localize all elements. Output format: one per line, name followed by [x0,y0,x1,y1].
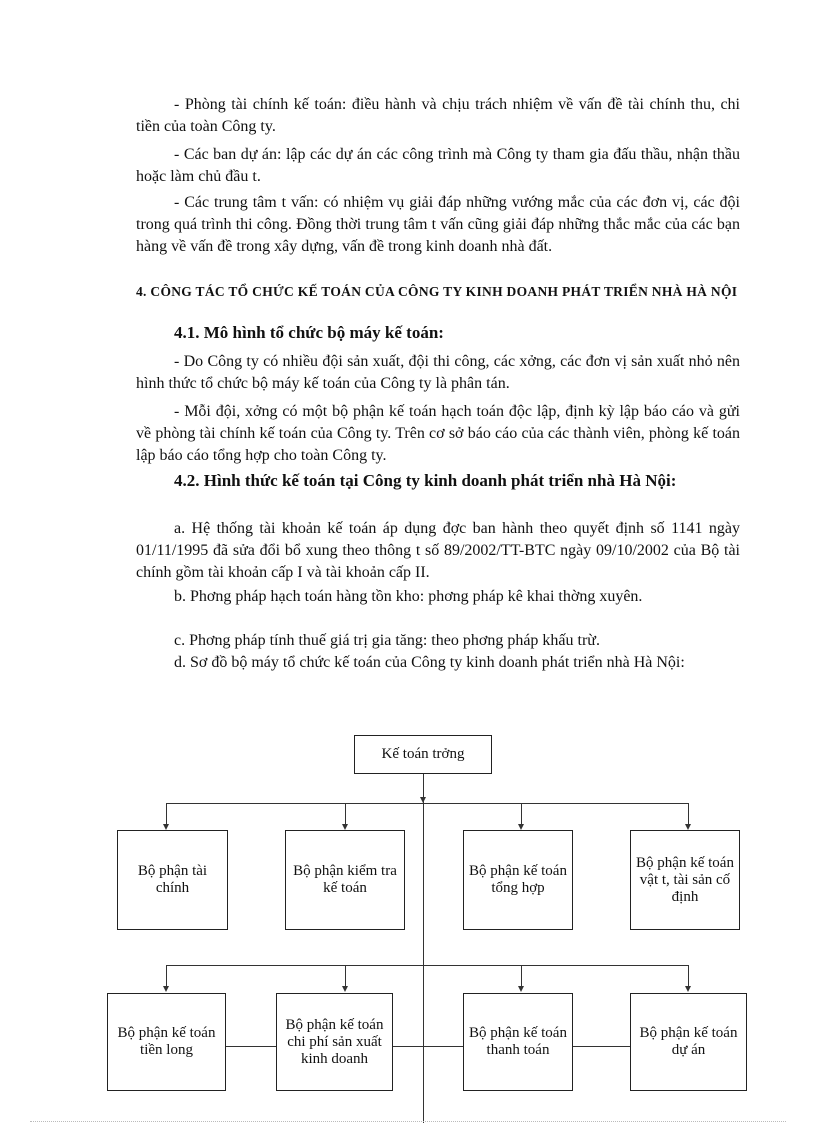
box-materials-assets-label: Bộ phận kế toán vật t, tài sản cố định [636,854,734,905]
box-projects-label: Bộ phận kế toán dự án [639,1025,738,1058]
connector-row1-drop-2 [345,803,346,825]
connector-row1-drop-1 [166,803,167,825]
arrow-row2-4 [685,986,691,992]
box-salary [107,993,226,1091]
arrow-row2-2 [342,986,348,992]
connector-row2-link-2 [393,1046,463,1047]
box-salary-label: Bộ phận kế toán tiền long [117,1025,216,1058]
box-payments [463,993,573,1091]
box-projects [630,993,747,1091]
connector-row2-drop-1 [166,965,167,987]
box-production-costs-label: Bộ phận kế toán chi phí sản xuất kinh doanh [285,1016,384,1067]
paragraph-consulting-centers: - Các trung tâm t vấn: có nhiệm vụ giải đáp những vướng mắc của các đơn vị, các đội trong quá trình thi công. Đồng thời trung tâm t vấn cũng giải đáp những thắc mắc của các bạn hàng về vấn đề trong xây dựng, vấn đề trong kinh doanh nhà đất. [136,194,740,255]
arrow-trunk-top [420,797,426,803]
paragraph-finance-dept: - Phòng tài chính kế toán: điều hành và chịu trách nhiệm về vấn đề tài chính thu, chi tiền của toàn Công ty. [136,96,740,135]
connector-row2-horizontal [166,965,689,966]
box-audit-label: Bộ phận kiểm tra kế toán [293,863,397,896]
paragraph-decentralized: - Do Công ty có nhiều đội sản xuất, đội thi công, các xởng, các đơn vị sản xuất nhỏ nên hình thức tổ chức bộ máy kế toán của Công ty là phân tán. [136,353,740,392]
box-finance [117,830,228,930]
box-finance-label: Bộ phận tài chính [137,863,208,896]
paragraph-team-accounting: - Mỗi đội, xởng có một bộ phận kế toán hạch toán độc lập, định kỳ lập báo cáo và gửi về phòng tài chính kế toán của Công ty. Trên cơ sở báo cáo của các thành viên, phòng kế toán lập báo cáo tổng hợp cho toàn Công ty. [136,403,740,464]
box-chief-accountant-label: Kế toán trởng [381,746,465,762]
connector-row2-link-1 [226,1046,276,1047]
connector-row1-drop-4 [688,803,689,825]
paragraph-item-a: a. Hệ thống tài khoản kế toán áp dụng đợc ban hành theo quyết định số 1141 ngày 01/11/1995 đã sửa đổi bổ xung theo thông t số 89/2002/TT-BTC ngày 09/10/2002 của Bộ tài chính gồm tài khoản cấp I và tài khoản cấp II. [136,520,740,581]
box-general-ledger-label: Bộ phận kế toán tổng hợp [469,863,567,896]
section-heading-4-2: 4.2. Hình thức kế toán tại Công ty kinh doanh phát triển nhà Hà Nội: [174,471,677,490]
connector-row2-drop-4 [688,965,689,987]
paragraph-item-d: d. Sơ đồ bộ máy tổ chức kế toán của Công ty kinh doanh phát triển nhà Hà Nội: [174,654,685,671]
connector-row2-link-3 [573,1046,630,1047]
box-materials-assets [630,830,740,930]
connector-trunk [423,774,424,1123]
section-heading-4: 4. CÔNG TÁC TỔ CHỨC KẾ TOÁN CỦA CÔNG TY KINH DOANH PHÁT TRIỂN NHÀ HÀ NỘI [136,284,738,299]
connector-row1-horizontal [166,803,689,804]
connector-row2-drop-2 [345,965,346,987]
box-audit [285,830,405,930]
box-production-costs [276,993,393,1091]
connector-row1-drop-3 [521,803,522,825]
paragraph-item-c: c. Phơng pháp tính thuế giá trị gia tăng: theo phơng pháp khấu trừ. [174,632,600,649]
arrow-row2-1 [163,986,169,992]
box-general-ledger [463,830,573,930]
arrow-row2-3 [518,986,524,992]
paragraph-project-boards: - Các ban dự án: lập các dự án các công trình mà Công ty tham gia đấu thầu, nhận thầu hoặc làm chủ đầu t. [136,146,740,185]
paragraph-item-b: b. Phơng pháp hạch toán hàng tồn kho: phơng pháp kê khai thờng xuyên. [174,588,643,605]
connector-row2-drop-3 [521,965,522,987]
box-chief-accountant [354,735,492,774]
box-payments-label: Bộ phận kế toán thanh toán [469,1025,567,1058]
section-heading-4-1: 4.1. Mô hình tổ chức bộ máy kế toán: [174,323,444,342]
